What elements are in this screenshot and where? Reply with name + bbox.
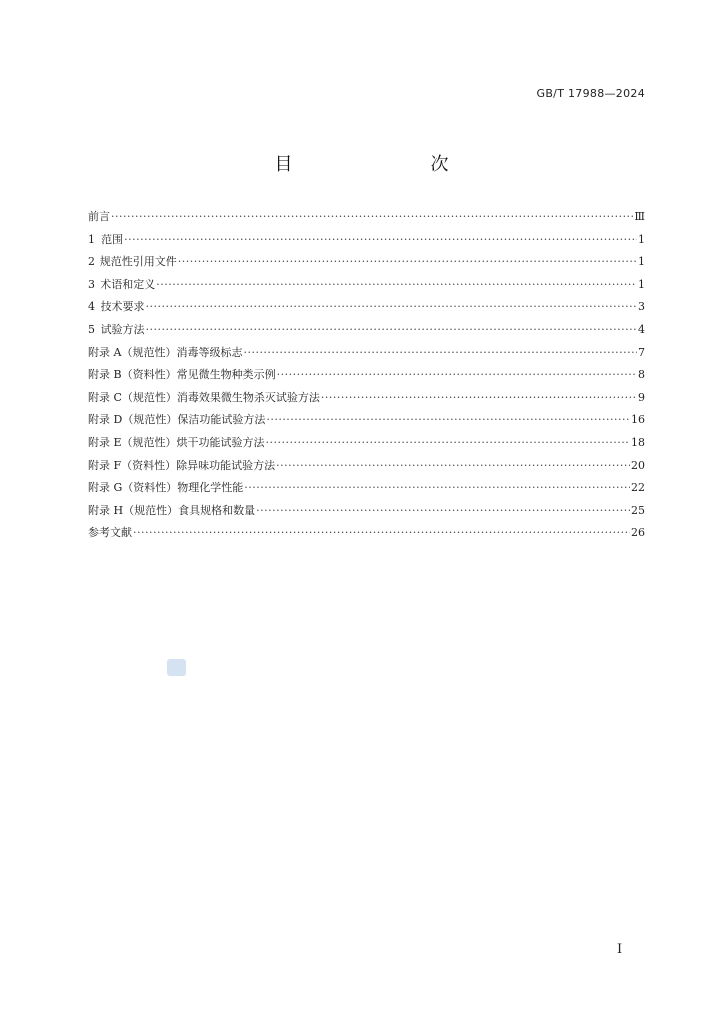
toc-entry-page: 9 [638,390,645,404]
toc-dot-leader [321,387,637,410]
toc-dot-leader [124,229,637,252]
toc-entry-page: 16 [631,413,645,427]
sznc-logo-icon [167,659,186,676]
toc-entry[interactable] [88,206,645,229]
toc-title: 目 次 [274,154,483,175]
toc-dot-leader [178,251,637,274]
toc-entry[interactable] [88,432,645,455]
toc-entry-annex: 附录 H（规范性） [88,503,179,517]
toc-entry[interactable] [88,274,645,297]
document-id: GB/T 17988—2024 [536,87,645,100]
toc-entry-page: 3 [638,300,645,314]
toc-entry-annex: 附录 G（资料性） [88,481,178,495]
toc-entry[interactable] [88,296,645,319]
toc-dot-leader [156,274,637,297]
toc-entry[interactable] [88,319,645,342]
toc-entry-annex: 附录 A（规范性） [88,345,177,359]
toc-entry-label: 保洁功能试验方法 [177,413,266,427]
toc-entry-number: 5 [88,322,95,336]
toc-entry-number: 3 [88,277,95,291]
toc-entry-number: 4 [88,300,95,314]
toc-dot-leader [256,500,630,523]
toc-entry-page: 18 [631,435,645,449]
toc-entry-label: 消毒等级标志 [176,345,243,359]
page-number: Ⅰ [617,942,623,957]
toc-dot-leader [244,477,630,500]
toc-dot-leader [266,409,630,432]
toc-entry-page: 25 [631,503,645,517]
toc-entry-page: 8 [638,368,645,382]
toc-entry-label: 范围 [101,232,124,246]
table-of-contents [88,206,645,545]
toc-entry-label: 参考文献 [88,526,132,540]
toc-entry-page: 22 [631,481,645,495]
toc-entry-label: 消毒效果微生物杀灭试验方法 [176,390,320,404]
toc-entry-label: 试验方法 [100,322,145,336]
toc-entry-page: 1 [638,232,645,246]
toc-entry-label: 术语和定义 [100,277,156,291]
toc-dot-leader [111,206,633,229]
toc-entry-label: 食具规格和数量 [178,503,256,517]
toc-entry-page: 1 [638,277,645,291]
toc-entry-annex: 附录 F（资料性） [88,458,177,472]
toc-entry-label: 技术要求 [100,300,145,314]
toc-dot-leader [277,364,637,387]
toc-entry-label: 前言 [88,210,110,223]
toc-entry[interactable] [88,364,645,387]
toc-entry-number: 2 [88,255,95,269]
toc-entry[interactable] [88,387,645,410]
toc-entry-number: 1 [88,232,95,246]
toc-entry-annex: 附录 B（资料性） [88,368,177,382]
toc-entry-label: 物理化学性能 [177,481,244,495]
toc-dot-leader [146,319,637,342]
toc-entry[interactable] [88,477,645,500]
toc-entry[interactable] [88,522,645,545]
toc-entry-annex: 附录 C（规范性） [88,390,177,404]
toc-entry-page: 4 [638,322,645,336]
toc-entry-page: Ⅲ [634,210,645,223]
toc-entry-label: 规范性引用文件 [99,255,177,269]
toc-dot-leader [266,432,630,455]
toc-dot-leader [146,296,637,319]
toc-entry-label: 常见微生物种类示例 [176,368,276,382]
toc-entry-label: 除异味功能试验方法 [176,458,276,472]
toc-entry-page: 1 [638,255,645,269]
toc-entry[interactable] [88,500,645,523]
toc-entry[interactable] [88,251,645,274]
toc-entry-label: 烘干功能试验方法 [176,435,265,449]
toc-entry-page: 7 [638,345,645,359]
toc-entry-annex: 附录 E（规范性） [88,435,177,449]
toc-entry-page: 20 [631,458,645,472]
toc-entry-annex: 附录 D（规范性） [88,413,178,427]
toc-entry-page: 26 [631,526,645,540]
toc-entry[interactable] [88,455,645,478]
toc-entry[interactable] [88,409,645,432]
toc-dot-leader [133,522,630,545]
toc-entry[interactable] [88,229,645,252]
toc-dot-leader [243,342,637,365]
toc-entry[interactable] [88,342,645,365]
toc-dot-leader [276,455,630,478]
